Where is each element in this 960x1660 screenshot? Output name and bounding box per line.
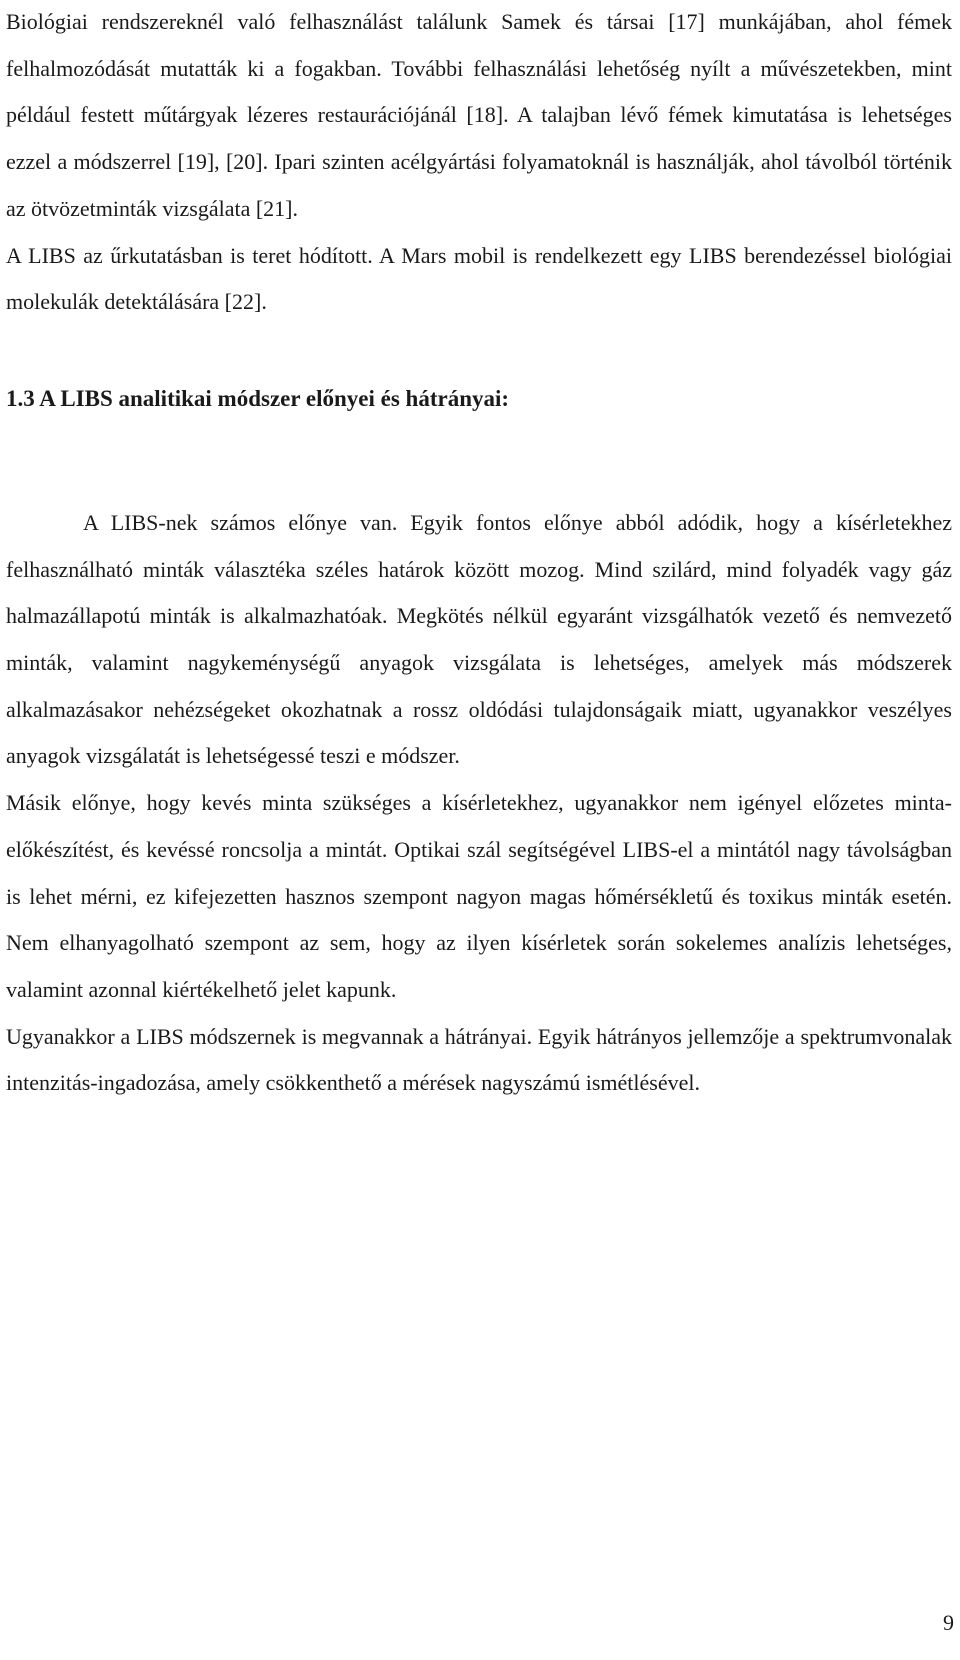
paragraph-space-research: A LIBS az űrkutatásban is teret hódított. A Mars mobil is rendelkezett egy LIBS berendezéssel biológiai molekulák detektálására [22]. [6, 242, 952, 315]
page-number: 9 [943, 1610, 954, 1635]
spacer [6, 326, 952, 384]
paragraph-disadvantages: Ugyanakkor a LIBS módszernek is megvannak a hátrányai. Egyik hátrányos jellemzője a spektrumvonalak intenzitás-ingadozása, amely csökkenthető a mérések nagyszámú ismétlésével. [6, 1023, 952, 1096]
paragraph-other-advantages: Másik előnye, hogy kevés minta szükséges a kísérletekhez, ugyanakkor nem igényel előzetes minta-előkészítést, és kevéssé roncsolja a mintát. Optikai szál segítségével LIBS-el a mintától nagy távolságban is lehet mérni, ez kifejezetten hasznos szempont nagyon magas hőmérsékletű és toxikus minták esetén. Nem elhanyagolható szempont az sem, hogy az ilyen kísérletek során sokelemes analízis lehetséges, valamint azonnal kiértékelhető jelet kapunk. [6, 790, 952, 1002]
paragraph-advantages: A LIBS-nek számos előnye van. Egyik fontos előnye abból adódik, hogy a kísérletekhez felhasználható minták választéka széles határok között mozog. Mind szilárd, mind folyadék vagy gáz halmazállapotú minták is alkalmazhatóak. Megkötés nélkül egyaránt vizsgálhatók vezető és nemvezető minták, valamint nagykeménységű anyagok vizsgálata is lehetséges, amelyek más módszerek alkalmazásakor nehézségeket okozhatnak a rossz oldódási tulajdonságaik miatt, ugyanakkor veszélyes anyagok vizsgálatát is lehetségessé teszi e módszer. [6, 509, 952, 769]
spacer [6, 414, 952, 500]
section-heading: 1.3 A LIBS analitikai módszer előnyei és hátrányai: [6, 385, 510, 411]
paragraph-applications: Biológiai rendszereknél való felhasználást találunk Samek és társai [17] munkájában, ahol fémek felhalmozódását mutatták ki a fogakban. További felhasználási lehetőség nyílt a művészetekben, mint például festett műtárgyak lézeres restaurációjánál [18]. A talajban lévő fémek kimutatása is lehetséges ezzel a módszerrel [19], [20]. Ipari szinten acélgyártási folyamatoknál is használják, ahol távolból történik az ötvözetminták vizsgálata [21]. [6, 9, 952, 221]
document-page [6, 0, 952, 1107]
